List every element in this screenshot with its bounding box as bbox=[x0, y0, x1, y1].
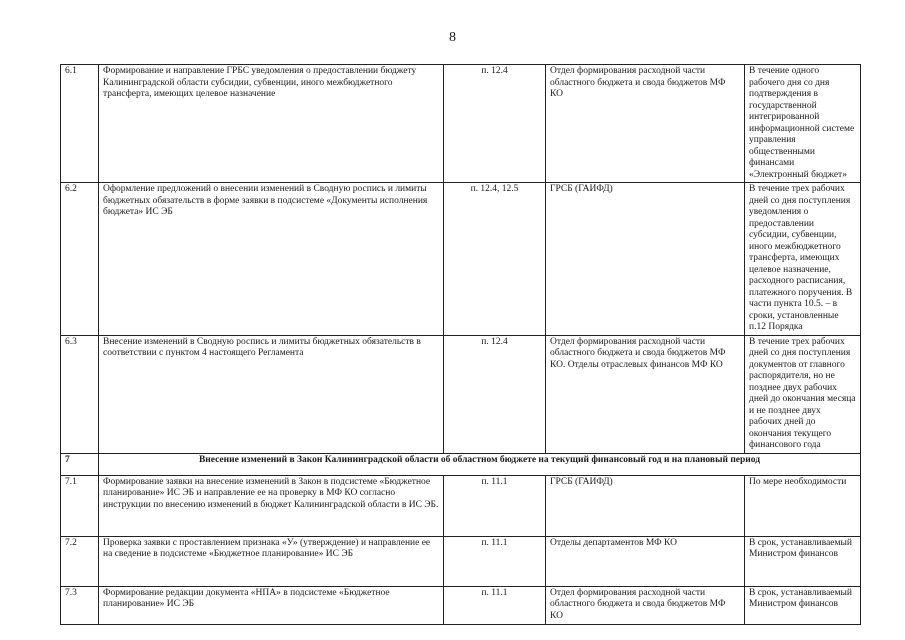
action-cell: Проверка заявки с проставлением признака «У» (утверждение) и направление ее на сведение в подсистеме «Бюджетное планирование» ИС ЭБ bbox=[99, 536, 444, 586]
action-cell: Формирование заявки на внесение изменений в Закон в подсистеме «Бюджетное планирование» ИС ЭБ и направление ее на проверку в МФ КО согласно инструкции по внесению изменений в бюджет Калининградской области в ИС ЭБ. bbox=[99, 475, 444, 536]
action-cell: Оформление предложений о внесении изменений в Сводную роспись и лимиты бюджетных обязательств в форме заявки в подсистеме «Документы исполнения бюджета» ИС ЭБ bbox=[99, 183, 444, 336]
table-row bbox=[61, 335, 861, 453]
row-number: 6.1 bbox=[61, 65, 99, 183]
deadline-cell: В течение трех рабочих дней со дня поступления документов от главного распорядителя, но не позднее двух рабочих дней до окончания месяца и не позднее двух рабочих дней до окончания текущего финансового года bbox=[745, 335, 861, 453]
deadline-cell: По мере необходимости bbox=[745, 475, 861, 536]
responsible-cell: Отдел формирования расходной части областного бюджета и свода бюджетов МФ КО bbox=[546, 65, 745, 183]
reference-cell: п. 12.4 bbox=[444, 65, 546, 183]
page-number: 8 bbox=[449, 30, 456, 45]
row-number: 7.2 bbox=[61, 536, 99, 586]
reference-cell: п. 11.1 bbox=[444, 586, 546, 624]
row-number: 7.1 bbox=[61, 475, 99, 536]
regulation-table bbox=[60, 64, 861, 625]
deadline-cell: В течение одного рабочего дня со дня подтверждения в государственной интегрированной информационной системе управления общественными финансами «Электронный бюджет» bbox=[745, 65, 861, 183]
deadline-cell: В срок, устанавливаемый Министром финансов bbox=[745, 586, 861, 624]
table-row bbox=[61, 183, 861, 336]
responsible-cell: ГРСБ (ГАИФД) bbox=[546, 183, 745, 336]
deadline-cell: В течение трех рабочих дней со дня поступления уведомления о предоставлении субсидии, субвенции, иного межбюджетного трансферта, имеющих целевое назначение, расходного расписания, платежного поручения. В части пункта 10.5. – в сроки, установленные п.12 Порядка bbox=[745, 183, 861, 336]
row-number: 7.3 bbox=[61, 586, 99, 624]
reference-cell: п. 12.4, 12.5 bbox=[444, 183, 546, 336]
table-row bbox=[61, 586, 861, 624]
table-row bbox=[61, 475, 861, 536]
section-number: 7 bbox=[61, 453, 99, 475]
action-cell: Внесение изменений в Сводную роспись и лимиты бюджетных обязательств в соответствии с пунктом 4 настоящего Регламента bbox=[99, 335, 444, 453]
section-title: Внесение изменений в Закон Калининградской области об областном бюджете на текущий финансовый год и на плановый период bbox=[99, 453, 861, 475]
action-cell: Формирование редакции документа «НПА» в подсистеме «Бюджетное планирование» ИС ЭБ bbox=[99, 586, 444, 624]
action-cell: Формирование и направление ГРБС уведомления о предоставлении бюджету Калининградской области субсидии, субвенции, иного межбюджетного трансферта, имеющих целевое назначение bbox=[99, 65, 444, 183]
table-row bbox=[61, 536, 861, 586]
table-row bbox=[61, 65, 861, 183]
responsible-cell: Отделы департаментов МФ КО bbox=[546, 536, 745, 586]
deadline-cell: В срок, устанавливаемый Министром финансов bbox=[745, 536, 861, 586]
reference-cell: п. 11.1 bbox=[444, 475, 546, 536]
reference-cell: п. 12.4 bbox=[444, 335, 546, 453]
responsible-cell: ГРСБ (ГАИФД) bbox=[546, 475, 745, 536]
responsible-cell: Отдел формирования расходной части областного бюджета и свода бюджетов МФ КО. Отделы отраслевых финансов МФ КО bbox=[546, 335, 745, 453]
responsible-cell: Отдел формирования расходной части областного бюджета и свода бюджетов МФ КО bbox=[546, 586, 745, 624]
row-number: 6.3 bbox=[61, 335, 99, 453]
row-number: 6.2 bbox=[61, 183, 99, 336]
section-header-row bbox=[61, 453, 861, 475]
reference-cell: п. 11.1 bbox=[444, 536, 546, 586]
